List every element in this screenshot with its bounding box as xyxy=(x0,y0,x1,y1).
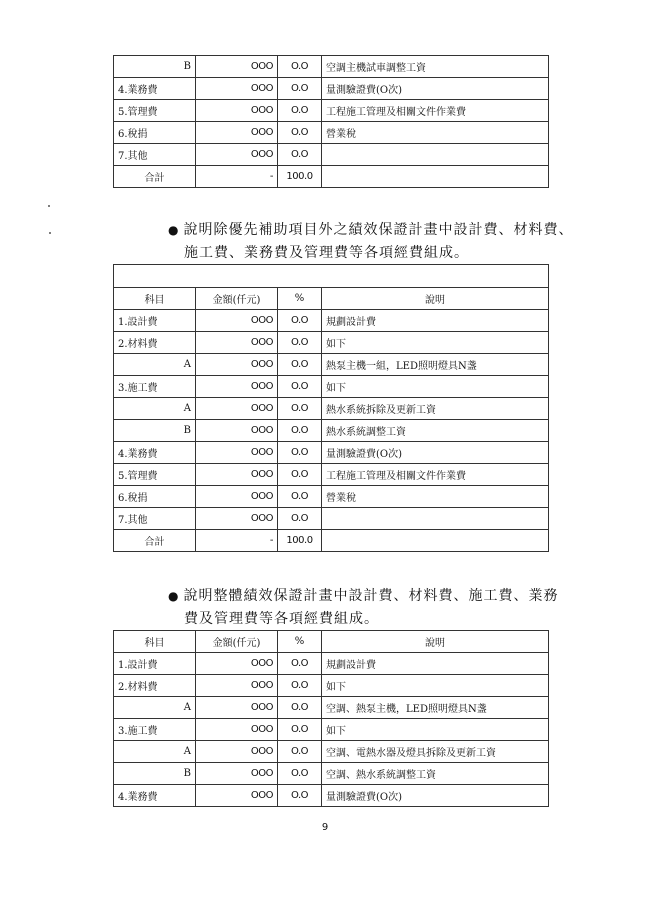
row-item: 1.設計費 xyxy=(114,310,196,332)
row-percent: O.O xyxy=(278,100,322,122)
table-row xyxy=(114,785,549,807)
row-amount: OOO xyxy=(196,100,278,122)
row-desc: 量測驗證費(O次) xyxy=(322,785,549,807)
row-desc: 熱水系統調整工資 xyxy=(322,420,549,442)
row-percent: O.O xyxy=(278,78,322,100)
header-amount: 金額(仟元) xyxy=(196,288,278,310)
header-amount: 金額(仟元) xyxy=(196,631,278,653)
row-desc xyxy=(322,530,549,552)
row-percent: O.O xyxy=(278,420,322,442)
row-desc: 營業稅 xyxy=(322,122,549,144)
cost-table-3 xyxy=(113,630,549,807)
table-row xyxy=(114,166,549,188)
row-item: 5.管理費 xyxy=(114,464,196,486)
cost-table-2-body xyxy=(114,265,549,552)
row-amount: OOO xyxy=(196,310,278,332)
table-title-row xyxy=(114,265,549,288)
row-item: 4.業務費 xyxy=(114,78,196,100)
row-percent: O.O xyxy=(278,122,322,144)
paragraph-1-line-1: 說明除優先補助項目外之績效保證計畫中設計費、材料費、 xyxy=(183,222,574,238)
row-item: B xyxy=(114,420,196,442)
row-desc: 工程施工管理及相關文件作業費 xyxy=(322,464,549,486)
row-desc: 熱泵主機一組，LED照明燈具N盞 xyxy=(322,354,549,376)
cost-table-1 xyxy=(113,55,549,188)
row-desc: 規劃設計費 xyxy=(322,310,549,332)
row-amount: OOO xyxy=(196,785,278,807)
row-desc xyxy=(322,166,549,188)
row-percent: O.O xyxy=(278,508,322,530)
row-desc: 空調、電熱水器及燈具拆除及更新工資 xyxy=(322,741,549,763)
row-desc xyxy=(322,508,549,530)
table-row xyxy=(114,100,549,122)
table-row xyxy=(114,675,549,697)
row-item: 5.管理費 xyxy=(114,100,196,122)
table-row xyxy=(114,719,549,741)
row-item: 6.稅捐 xyxy=(114,122,196,144)
bullet-icon: ● xyxy=(168,223,180,237)
row-percent: O.O xyxy=(278,486,322,508)
table-row xyxy=(114,464,549,486)
row-amount: OOO xyxy=(196,719,278,741)
cost-table-3-body xyxy=(114,631,549,807)
row-amount: OOO xyxy=(196,763,278,785)
row-item: A xyxy=(114,697,196,719)
table-row xyxy=(114,376,549,398)
row-desc: 如下 xyxy=(322,376,549,398)
row-amount: OOO xyxy=(196,122,278,144)
row-percent: O.O xyxy=(278,785,322,807)
row-amount: OOO xyxy=(196,398,278,420)
row-desc xyxy=(322,144,549,166)
table-row xyxy=(114,697,549,719)
header-desc: 說明 xyxy=(322,288,549,310)
row-amount: OOO xyxy=(196,442,278,464)
table-row xyxy=(114,332,549,354)
row-item: A xyxy=(114,741,196,763)
row-desc: 空調主機試車調整工資 xyxy=(322,56,549,78)
row-percent: O.O xyxy=(278,332,322,354)
row-desc: 空調、熱泵主機，LED照明燈具N盞 xyxy=(322,697,549,719)
scan-speck xyxy=(48,205,50,207)
row-amount: OOO xyxy=(196,486,278,508)
row-amount: - xyxy=(196,166,278,188)
row-desc: 如下 xyxy=(322,719,549,741)
row-percent: O.O xyxy=(278,144,322,166)
table-row xyxy=(114,653,549,675)
row-desc: 量測驗證費(O次) xyxy=(322,442,549,464)
table-row xyxy=(114,398,549,420)
row-desc: 工程施工管理及相關文件作業費 xyxy=(322,100,549,122)
row-item: A xyxy=(114,354,196,376)
table-header-row xyxy=(114,631,549,653)
page-number: 9 xyxy=(321,822,329,833)
table-row xyxy=(114,122,549,144)
row-percent: O.O xyxy=(278,675,322,697)
row-percent: O.O xyxy=(278,376,322,398)
table-row xyxy=(114,763,549,785)
row-desc: 規劃設計費 xyxy=(322,653,549,675)
row-percent: 100.0 xyxy=(278,166,322,188)
header-desc: 說明 xyxy=(322,631,549,653)
row-percent: O.O xyxy=(278,464,322,486)
row-amount: OOO xyxy=(196,420,278,442)
row-item: 合計 xyxy=(114,166,196,188)
table-row xyxy=(114,354,549,376)
row-item: 7.其他 xyxy=(114,144,196,166)
row-percent: O.O xyxy=(278,56,322,78)
header-item: 科目 xyxy=(114,631,196,653)
row-percent: O.O xyxy=(278,398,322,420)
row-item: 2.材料費 xyxy=(114,332,196,354)
row-item: 2.材料費 xyxy=(114,675,196,697)
row-amount: OOO xyxy=(196,508,278,530)
row-amount: - xyxy=(196,530,278,552)
row-item: 3.施工費 xyxy=(114,719,196,741)
table-row xyxy=(114,310,549,332)
row-amount: OOO xyxy=(196,56,278,78)
row-amount: OOO xyxy=(196,741,278,763)
row-item: A xyxy=(114,398,196,420)
scan-speck xyxy=(49,232,51,234)
paragraph-1-line-2: 施工費、業務費及管理費等各項經費組成。 xyxy=(184,245,469,261)
row-item: 6.稅捐 xyxy=(114,486,196,508)
row-item: 7.其他 xyxy=(114,508,196,530)
table-row xyxy=(114,530,549,552)
row-desc: 量測驗證費(O次) xyxy=(322,78,549,100)
header-percent: % xyxy=(278,631,322,653)
row-item: B xyxy=(114,763,196,785)
row-amount: OOO xyxy=(196,144,278,166)
cost-table-1-body xyxy=(114,56,549,188)
table-header-row xyxy=(114,288,549,310)
row-amount: OOO xyxy=(196,697,278,719)
row-percent: O.O xyxy=(278,741,322,763)
row-percent: O.O xyxy=(278,697,322,719)
row-amount: OOO xyxy=(196,675,278,697)
row-desc: 如下 xyxy=(322,675,549,697)
table-row xyxy=(114,78,549,100)
paragraph-1 xyxy=(168,219,588,265)
row-desc: 如下 xyxy=(322,332,549,354)
row-amount: OOO xyxy=(196,78,278,100)
row-amount: OOO xyxy=(196,464,278,486)
row-amount: OOO xyxy=(196,653,278,675)
row-amount: OOO xyxy=(196,376,278,398)
row-item: 4.業務費 xyxy=(114,442,196,464)
row-item: 合計 xyxy=(114,530,196,552)
row-percent: 100.0 xyxy=(278,530,322,552)
bullet-icon: ● xyxy=(168,589,180,603)
table-row xyxy=(114,442,549,464)
row-percent: O.O xyxy=(278,442,322,464)
cost-table-2 xyxy=(113,264,549,552)
row-item: 4.業務費 xyxy=(114,785,196,807)
row-percent: O.O xyxy=(278,354,322,376)
table-row xyxy=(114,144,549,166)
row-percent: O.O xyxy=(278,310,322,332)
row-item: 1.設計費 xyxy=(114,653,196,675)
table-row xyxy=(114,420,549,442)
row-item: 3.施工費 xyxy=(114,376,196,398)
row-percent: O.O xyxy=(278,653,322,675)
paragraph-2 xyxy=(168,585,588,631)
row-amount: OOO xyxy=(196,354,278,376)
header-item: 科目 xyxy=(114,288,196,310)
paragraph-2-line-2: 費及管理費等各項經費組成。 xyxy=(184,611,379,627)
paragraph-2-line-1: 說明整體績效保證計畫中設計費、材料費、施工費、業務 xyxy=(183,588,559,604)
table-row xyxy=(114,508,549,530)
header-percent: % xyxy=(278,288,322,310)
row-amount: OOO xyxy=(196,332,278,354)
row-desc: 營業稅 xyxy=(322,486,549,508)
row-desc: 空調、熱水系統調整工資 xyxy=(322,763,549,785)
row-percent: O.O xyxy=(278,719,322,741)
row-item: B xyxy=(114,56,196,78)
table-row xyxy=(114,741,549,763)
table-row xyxy=(114,56,549,78)
row-percent: O.O xyxy=(278,763,322,785)
row-desc: 熱水系統拆除及更新工資 xyxy=(322,398,549,420)
table-row xyxy=(114,486,549,508)
